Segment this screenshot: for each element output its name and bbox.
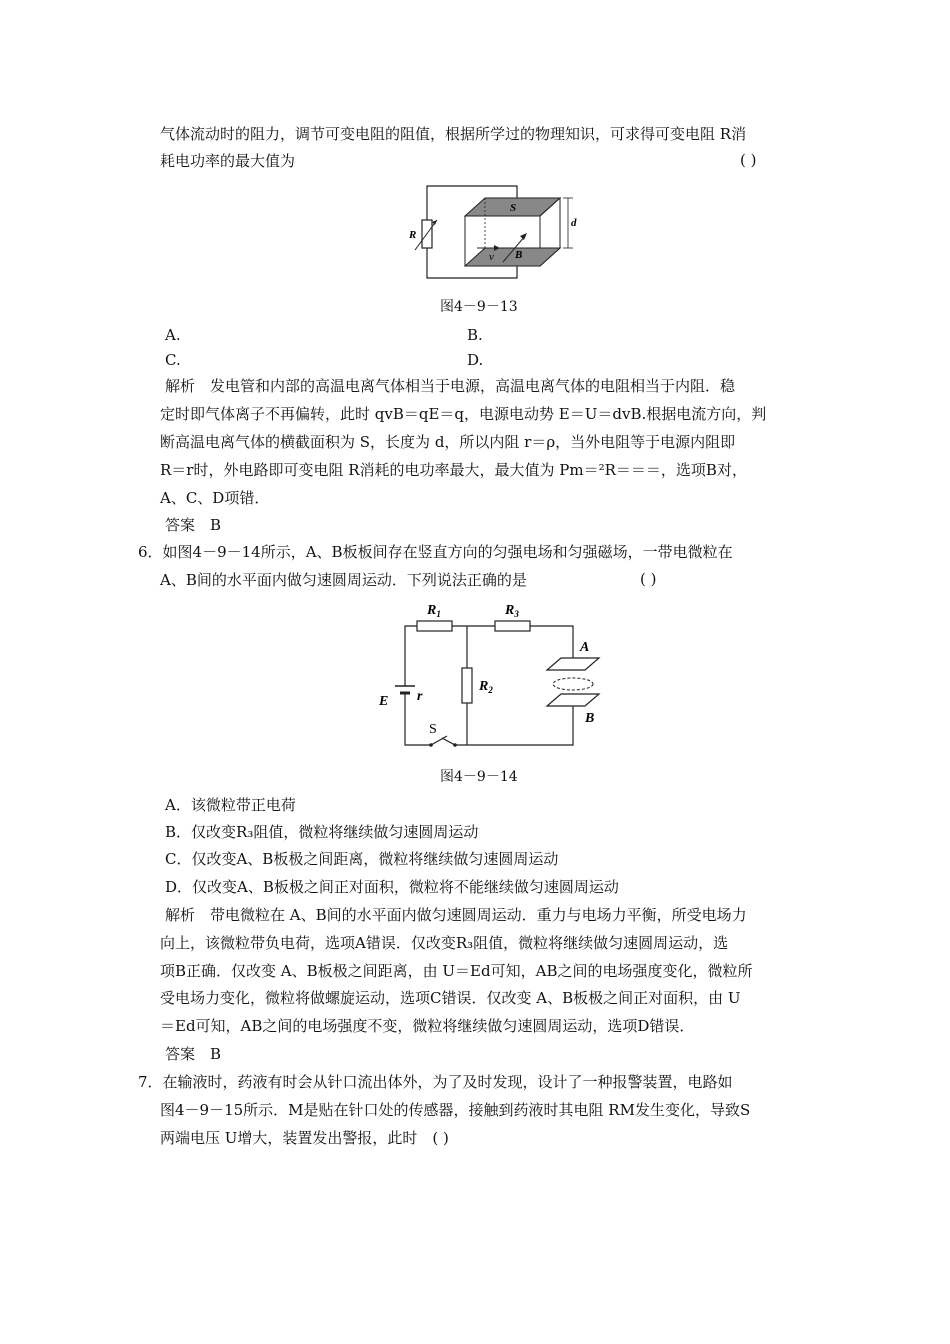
- q5-option-c: C.: [165, 351, 181, 369]
- fig14-label-B: B: [585, 711, 595, 726]
- q6-answer-paren: ( ): [640, 570, 657, 588]
- q5-option-a: A.: [165, 326, 181, 344]
- q6-option-c: C．仅改变A、B板极之间距离，微粒将继续做匀速圆周运动: [165, 850, 559, 868]
- q5-solution-line3: 断高温电离气体的横截面积为 S，长度为 d，所以内阻 r＝ρ，当外电阻等于电源内阻即: [160, 433, 736, 451]
- q6-option-b: B．仅改变R₃阻值，微粒将继续做匀速圆周运动: [165, 823, 479, 841]
- fig13-label-B: B: [515, 249, 523, 261]
- fig13-label-S: S: [510, 202, 517, 214]
- fig14-resistor-R1: [417, 621, 452, 631]
- fig13-label-v: v: [489, 251, 494, 263]
- q6-solution-line3: 项B正确．仅改变 A、B板极之间距离，由 U＝Ed可知，AB之间的电场强度变化，微粒所: [160, 962, 753, 980]
- fig14-label-E: E: [379, 694, 389, 709]
- q7-stem-line1: 7．在输液时，药液有时会从针口流出体外，为了及时发现，设计了一种报警装置，电路如: [138, 1073, 733, 1091]
- q5-answer-paren: ( ): [740, 151, 757, 169]
- fig14-plate-B: [547, 694, 599, 706]
- q6-option-a: A．该微粒带正电荷: [165, 796, 296, 814]
- q5-intro-line2: 耗电功率的最大值为: [160, 152, 296, 170]
- q7-stem-line2: 图4－9－15所示．M是贴在针口处的传感器，接触到药液时其电阻 RM发生变化，导致S: [160, 1101, 751, 1119]
- fig14-resistor-R2: [462, 668, 472, 703]
- fig14-label-S: S: [429, 722, 437, 737]
- q5-solution-line4: R＝r时，外电路即可变电阻 R消耗的电功率最大，最大值为 Pm＝²R＝＝＝，选项B对，: [160, 461, 747, 479]
- q6-option-d: D．仅改变A、B板极之间正对面积，微粒将不能继续做匀速圆周运动: [165, 878, 619, 896]
- q6-stem-line1: 6．如图4－9－14所示，A、B板板间存在竖直方向的匀强电场和匀强磁场，一带电微粒在: [138, 543, 733, 561]
- fig13-caption: 图4－9－13: [440, 299, 518, 315]
- fig14-wire-bottom: [405, 698, 430, 745]
- fig14-caption: 图4－9－14: [440, 769, 518, 785]
- q7-stem-line3: 两端电压 U增大，装置发出警报，此时 ( ): [160, 1129, 449, 1147]
- fig14-plate-A: [547, 658, 599, 670]
- figure-4-9-14: [375, 598, 610, 750]
- fig14-label-R1: $R_1$: [427, 603, 441, 619]
- fig14-label-r: r: [417, 689, 423, 704]
- fig14-label-R3: $R_3$: [505, 603, 519, 619]
- q5-solution-line5: A、C、D项错．: [160, 489, 270, 507]
- fig14-resistor-R3: [495, 621, 530, 631]
- q5-answer: 答案 B: [165, 516, 222, 534]
- q5-solution-line1: 解析 发电管和内部的高温电离气体相当于电源，高温电离气体的电阻相当于内阻．稳: [165, 377, 736, 395]
- q5-intro-line1: 气体流动时的阻力，调节可变电阻的阻值，根据所学过的物理知识，可求得可变电阻 R消: [160, 125, 747, 143]
- fig14-label-A: A: [580, 640, 590, 655]
- figure-4-9-13: [405, 178, 585, 290]
- fig14-switch: [431, 736, 447, 745]
- q5-option-b: B.: [467, 326, 483, 344]
- fig13-label-d: d: [571, 217, 577, 229]
- q6-solution-line1: 解析 带电微粒在 A、B间的水平面内做匀速圆周运动．重力与电场力平衡，所受电场力: [165, 906, 747, 924]
- q6-stem-line2: A、B间的水平面内做匀速圆周运动．下列说法正确的是: [160, 571, 527, 589]
- fig13-label-R: R: [409, 229, 417, 241]
- q6-answer: 答案 B: [165, 1045, 222, 1063]
- q5-option-d: D.: [467, 351, 484, 369]
- q5-solution-line2: 定时即气体离子不再偏转，此时 qvB＝qE＝q，电源电动势 E＝U＝dvB.根据电流方向，判: [160, 405, 767, 423]
- q6-solution-line5: ＝Ed可知，AB之间的电场强度不变，微粒将继续做匀速圆周运动，选项D错误．: [160, 1017, 695, 1035]
- q6-solution-line4: 受电场力变化，微粒将做螺旋运动，选项C错误．仅改变 A、B板极之间正对面积，由 U: [160, 989, 741, 1007]
- fig14-particle-orbit: [553, 678, 593, 690]
- fig14-label-R2: $R_2$: [479, 679, 493, 695]
- q6-solution-line2: 向上，该微粒带负电荷，选项A错误．仅改变R₃阻值，微粒将继续做匀速圆周运动，选: [160, 934, 729, 952]
